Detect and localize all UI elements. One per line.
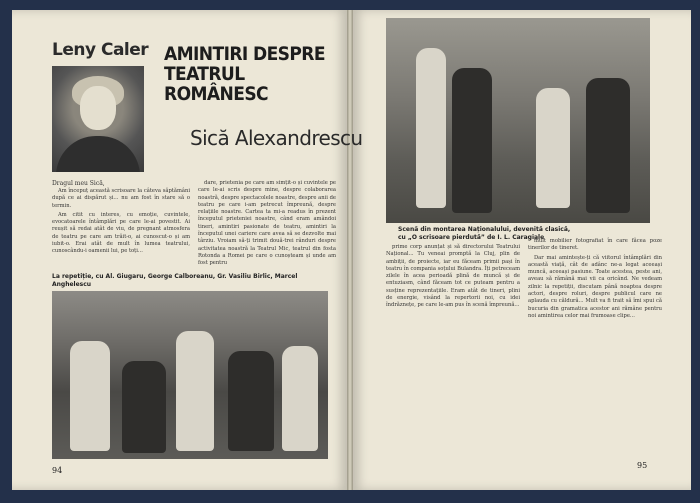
title-line-1: AMINTIRI DESPRE xyxy=(164,43,325,65)
paragraph: Am începuț această scrisoare la câteva săptămâni după ce ai dispărut și... nu am fost în stare să o termin. xyxy=(52,188,190,209)
author-portrait-photo xyxy=(52,66,144,172)
left-column-1 xyxy=(52,188,190,258)
right-column-2 xyxy=(528,238,662,322)
paragraph: mult mobilier fotografiat în care făcea poze tinerilor de tineret. xyxy=(528,238,662,252)
paragraph: dare, prietenia pe care am simțit-o și cuvintele pe care le-ai scris despre mine, despre colaborarea noastră, despre spectacolele noastre, despre anii de teatru pe care i-am petrecut împreună, despre relațiile noastre. Cartea ta mi-a readus în prezent începutul prieteniei noastre, când eram amândoi tineri, amintiri pasionate de teatru, amintiri la începutul unei cariere care avea să se dezvolte mai târziu. Vroiam să-ți trimit două-trei rânduri despre activitatea noastră la Teatrul Mic, teatrul din fosta Rotonda a Romei pe care o cunoșteam și unde am fost pentru xyxy=(198,180,336,267)
rehearsal-photo xyxy=(52,291,328,459)
page-number-right: 95 xyxy=(637,461,648,470)
left-column-2 xyxy=(198,180,336,270)
author-name: Leny Caler xyxy=(52,40,149,60)
paragraph: Am citit cu interes, cu emoție, cuvintele, evocatoarele întâmplări pe care le-ai povestit. Ai reușit să redai atât de viu, de pregnant atmosfera de teatru pe care am trăit-o, ai cunoscut-o și am iubit-o. Erai atât de mult în lumea teatrului, cunoscându-i oamenii lui, pe toți... xyxy=(52,211,190,255)
paragraph: Dar mai amintește-ți că viitorul întâmplări din această viață, cât de adânc ne-a legat aceeași muncă, aceeași pasiune. Toate acestea, peste ani, aveau să rămână mai vii ca oricând. Ne vedeam zilnic la repetiții, discutam până noaptea despre actori, despre roluri, despre publicul care ne aplauda cu căldură... Mult va fi trait să îmi spui că bucuria din gramatica acestor ani rămâne pentru noi amintirea celor mai frumoase clipe... xyxy=(528,254,662,319)
paragraph: prime corp anunțat și să directorului Teatrului Național... Tu veneai promptă la Cluj, plin de ambiții, de proiecte, iar eu făceam primii pași în teatru în compania soțului Bulandra. Îți petreceam zilele în acea perioadă plină de muncă și de entuziasm, când făceam tot ce puteam pentru a susține reprezentațiile. Eram atât de tineri, plini de energie, visând la repertorii noi, cu idei îndrăznețe, pe care le-am pus în scenă împreună... xyxy=(386,244,520,309)
article-title xyxy=(164,44,340,104)
stage-photo-caption: Scenă din montarea Naționalului, devenită clasică, cu „O scrisoare pierdută” de I. L. Caragiale xyxy=(398,226,571,241)
book-gutter xyxy=(347,10,353,490)
right-column-1 xyxy=(386,244,520,312)
page-number-left: 94 xyxy=(52,466,63,475)
stage-scene-photo xyxy=(386,18,650,223)
rehearsal-photo-caption: La repetiție, cu Al. Giugaru, George Calboreanu, Gr. Vasiliu Birlic, Marcel Anghelescu xyxy=(52,273,298,288)
letter-greeting: Dragul meu Sică, xyxy=(52,180,105,187)
article-subtitle: Sică Alexandrescu xyxy=(190,126,363,150)
title-line-2: TEATRUL ROMÂNESC xyxy=(164,63,268,105)
